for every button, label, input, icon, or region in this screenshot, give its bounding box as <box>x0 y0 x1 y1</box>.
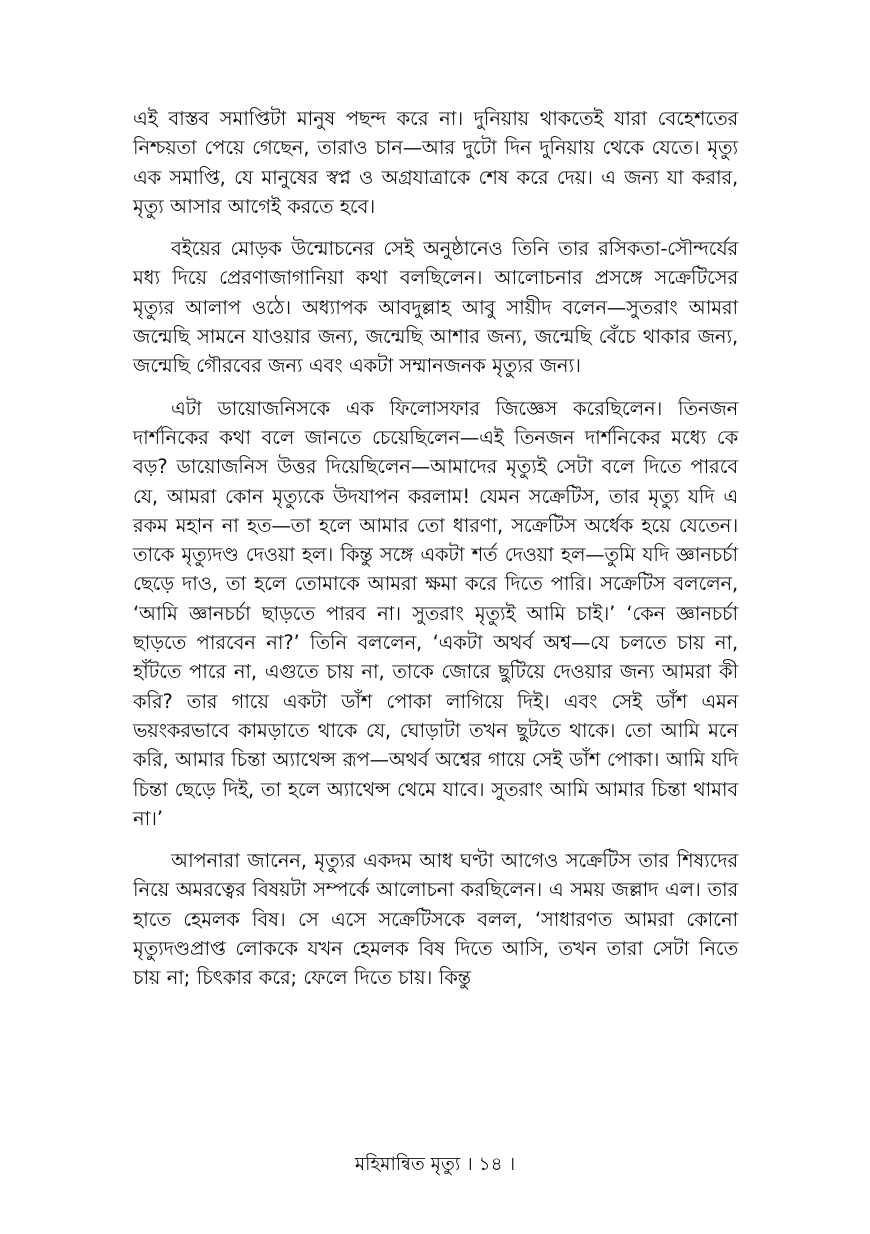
page-body <box>133 104 738 1006</box>
page-footer: মহিমান্বিত মৃত্যু । ১৪ । <box>354 1154 516 1175</box>
paragraph-1: এই বাস্তব সমাপ্তিটা মানুষ পছন্দ করে না। দুনিয়ায় থাকতেই যারা বেহেশতের নিশ্চয়তা পেয়ে গেছেন, তারাও চান—আর দুটো দিন দুনিয়ায় থেকে যেতে। মৃত্যু এক সমাপ্তি, যে মানুষের স্বপ্ন ও অগ্রযাত্রাকে শেষ করে দেয়। এ জন্য যা করার, মৃত্যু আসার আগেই করতে হবে। <box>133 107 738 218</box>
paragraph-2: বইয়ের মোড়ক উন্মোচনের সেই অনুষ্ঠানেও তিনি তার রসিকতা-সৌন্দর্যের মধ্য দিয়ে প্রেরণাজাগানিয়া কথা বলছিলেন। আলোচনার প্রসঙ্গে সক্রেটিসের মৃত্যুর আলাপ ওঠে। অধ্যাপক আবদুল্লাহ আবু সায়ীদ বলেন—সুতরাং আমরা জন্মেছি সামনে যাওয়ার জন্য, জন্মেছি আশার জন্য, জন্মেছি বেঁচে থাকার জন্য, জন্মেছি গৌরবের জন্য এবং একটা সম্মানজনক মৃত্যুর জন্য। <box>133 237 738 378</box>
paragraph-3: এটা ডায়োজনিসকে এক ফিলোসফার জিজ্ঞেস করেছিলেন। তিনজন দার্শনিকের কথা বলে জানতে চেয়েছিলেন—এই তিনজন দার্শনিকের মধ্যে কে বড়? ডায়োজনিস উত্তর দিয়েছিলেন—আমাদের মৃত্যুই সেটা বলে দিতে পারবে যে, আমরা কোন মৃত্যুকে উদযাপন করলাম! যেমন সক্রেটিস, তার মৃত্যু যদি এ রকম মহান না হত—তা হলে আমার তো ধারণা, সক্রেটিস অর্ধেক হয়ে যেতেন। তাকে মৃত্যুদণ্ড দেওয়া হল। কিন্তু সঙ্গে একটা শর্ত দেওয়া হল—তুমি যদি জ্ঞানচর্চা ছেড়ে দাও, তা হলে তোমাকে আমরা ক্ষমা করে দিতে পারি। সক্রেটিস বললেন, ‘আমি জ্ঞানচর্চা ছাড়তে পারব না। সুতরাং মৃত্যুই আমি চাই।’ ‘কেন জ্ঞানচর্চা ছাড়তে পারবেন না?’ তিনি বললেন, ‘একটা অথর্ব অশ্ব—যে চলতে চায় না, হাঁটতে পারে না, এগুতে চায় না, তাকে জোরে ছুটিয়ে দেওয়ার জন্য আমরা কী করি? তার গায়ে একটা ডাঁশ পোকা লাগিয়ে দিই। এবং সেই ডাঁশ এমন ভয়ংকরভাবে কামড়াতে থাকে যে, ঘোড়াটা তখন ছুটতে থাকে। তো আমি মনে করি, আমার চিন্তা অ্যাথেন্স রূপ—অথর্ব অশ্বের গায়ে সেই ডাঁশ পোকা। আমি যদি চিন্তা ছেড়ে দিই, তা হলে অ্যাথেন্স থেমে যাবে। সুতরাং আমি আমার চিন্তা থামাব না।’ <box>133 396 738 830</box>
paragraph-4: আপনারা জানেন, মৃত্যুর একদম আধ ঘণ্টা আগেও সক্রেটিস তার শিষ্যদের নিয়ে অমরত্বের বিষয়টা সম্পর্কে আলোচনা করছিলেন। এ সময় জল্লাদ এল। তার হাতে হেমলক বিষ। সে এসে সক্রেটিসকে বলল, ‘সাধারণত আমরা কোনো মৃত্যুদণ্ডপ্রাপ্ত লোককে যখন হেমলক বিষ দিতে আসি, তখন তারা সেটা নিতে চায় না; চিৎকার করে; ফেলে দিতে চায়। কিন্তু <box>133 849 738 990</box>
